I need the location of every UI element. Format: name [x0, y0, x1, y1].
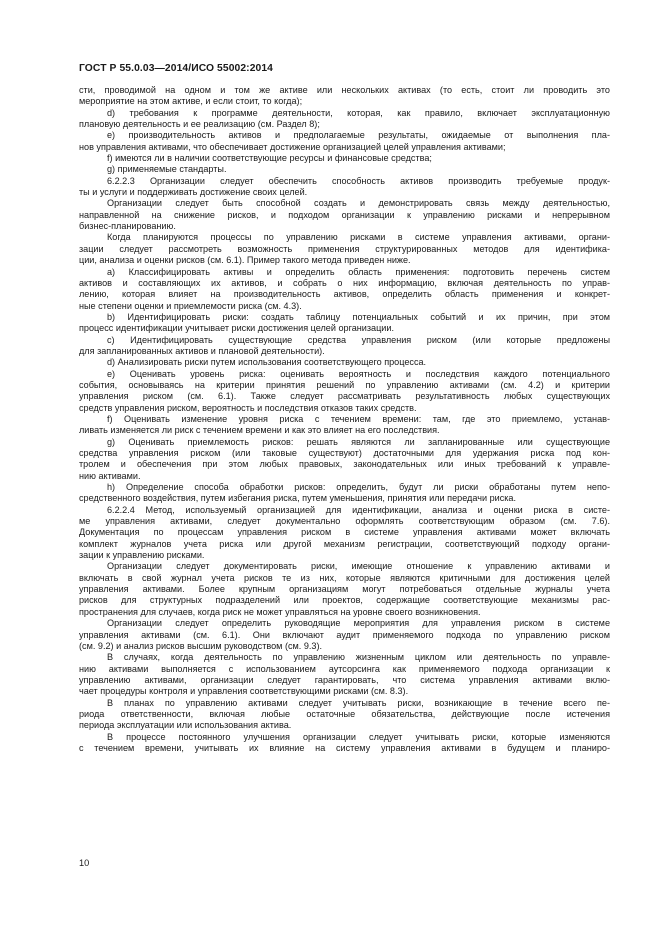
text-line: ты и услуги и поддерживать достижение своих целей. — [79, 187, 308, 198]
text-line: бизнес-планированию. — [79, 221, 176, 232]
text-line: e) производительность активов и предполагаемые результаты, ожидаемые от выполнения пла- — [107, 130, 610, 141]
text-line: 6.2.2.3 Организации следует обеспечить способность активов производить требуемые продук- — [107, 175, 610, 186]
text-line: В процессе постоянного улучшения организации следует учитывать риски, которые изменяются — [107, 731, 610, 742]
text-line: плановую деятельность и ее реализацию (см. Раздел 8); — [79, 119, 320, 130]
text-line: комплект журналов учета риска или другой механизм регистрации, соответствующий подходу органи- — [79, 538, 610, 549]
text-line: Организации следует определить руководящие мероприятия для управления риском в системе — [107, 618, 610, 629]
text-line: пространения для случаев, когда риск не может управляться на уровне своего возникновения. — [79, 606, 481, 617]
text-line: Документация по процессам управления риском в системе управления активами может включать — [79, 527, 610, 538]
text-line: ции, анализа и оценки рисков (см. 6.1). Пример такого метода приведен ниже. — [79, 255, 411, 266]
text-line: процесс идентификации учитывает риски достижения целей организации. — [79, 323, 394, 334]
text-line: g) Оценивать приемлемость рисков: решать являются ли запланированные или существующие — [107, 436, 610, 447]
text-line: нию активами. — [79, 470, 141, 481]
text-line: активов и составляющих их активов, и собрать о них информацию, включая деятельность по управ- — [79, 277, 610, 288]
text-line: управлению активами, организации следует гарантировать, что система управления активами вклю- — [79, 674, 610, 685]
text-line: рисков для структурных подразделений или проектов, содержащие соответствующие механизмы рас- — [79, 595, 610, 606]
text-line: Организации следует быть способной создать и демонстрировать связь между деятельностью, — [107, 198, 610, 209]
text-line: нию активами выполняется с использованием аутсорсинга как применяемого подхода организации к — [79, 663, 610, 674]
text-line: ливать изменяется ли риск с течением времени и как это влияет на его последствия. — [79, 425, 440, 436]
text-line: мероприятие на этом активе, и если стоит, то когда); — [79, 96, 303, 107]
text-line: c) Идентифицировать существующие средства управления риском (или которые предложены — [107, 334, 610, 345]
text-line: Организации следует документировать риски, имеющие отношение к управлению активами и — [107, 561, 610, 572]
page-number: 10 — [79, 858, 90, 868]
text-line: с течением времени, учитывать их влияние на систему управления активами в будущем и планиро- — [79, 742, 610, 753]
text-line: зации к управлению рисками. — [79, 550, 205, 561]
text-line: b) Идентифицировать риски: создать таблицу потенциальных событий и их причин, при этом — [107, 311, 610, 322]
text-line: f) Оценивать изменение уровня риска с течением времени: там, где это приемлемо, устанав- — [107, 413, 610, 424]
text-line: 6.2.2.4 Метод, используемый организацией для идентификации, анализа и оценки риска в систе- — [107, 504, 610, 515]
text-line: управления риском (см. 6.1). Также следует рассматривать результативность любых существующих — [79, 391, 610, 402]
text-line: включать в свой журнал учета рисков те из них, которые являются критичными для достижения целей — [79, 572, 610, 583]
text-line: ные степени оценки и приемлемости риска (см. 4.3). — [79, 300, 302, 311]
text-line: h) Определение способа обработки рисков: определить, будут ли риски обработаны путем непо- — [107, 482, 610, 493]
document-body — [79, 85, 610, 754]
text-line: управления активами. Более крупным организациям могут потребоваться отдельные журналы учета — [79, 584, 610, 595]
text-line: нов управления активами, что обеспечивает достижение организацией целей управления активами; — [79, 141, 506, 152]
text-line: для запланированных активов и плановой деятельности). — [79, 345, 325, 356]
text-line: ме управления активами, следует документально оформлять соответствующим образом (см. 7.6). — [79, 516, 610, 527]
text-line: средств управления риском, вероятность и последствия отказов таких средств. — [79, 402, 417, 413]
document-header: ГОСТ Р 55.0.03—2014/ИСО 55002:2014 — [79, 63, 274, 74]
text-line: a) Классифицировать активы и определить область применения: подготовить перечень систем — [107, 266, 610, 277]
text-line: В случаях, когда деятельность по управлению жизненным циклом или деятельность по управле- — [107, 652, 610, 663]
text-line: управления активами (см. 6.1). Они включают аудит применяемого подхода по управлению риском — [79, 629, 610, 640]
text-line: средственного воздействия, путем избегания риска, путем уменьшения, принятия или передачи риска. — [79, 493, 517, 504]
text-line: В планах по управлению активами следует учитывать риски, возникающие в течение всего пе- — [107, 697, 610, 708]
text-line: средства управления риском (или таковые существуют) достаточными для удержания риска под кон- — [79, 448, 610, 458]
text-line: f) имеются ли в наличии соответствующие ресурсы и финансовые средства; — [107, 153, 432, 164]
text-line: события, основываясь на критерии принятия решений по управлению активами (см. 4.2) и критерии — [79, 379, 610, 390]
text-line: лению, которая влияет на производительность активов, определить область применения и конкрет- — [79, 289, 610, 300]
text-line: тролем и обеспечения при этом любых правовых, законодательных или иных требований к управле- — [79, 459, 610, 470]
text-line: d) Анализировать риски путем использования соответствующего процесса. — [107, 357, 427, 368]
text-line: e) Оценивать уровень риска: оценивать вероятность и последствия каждого потенциального — [107, 368, 610, 379]
text-line: d) требования к программе деятельности, которая, как правило, включает эксплуатационную — [107, 107, 610, 118]
text-line: сти, проводимой на одном и том же активе или нескольких активах (то есть, стоит ли проводить это — [79, 85, 610, 95]
text-line: g) применяемые стандарты. — [107, 164, 227, 175]
text-line: направленной на снижение рисков, и подходом организации к управлению рисками и непрерывном — [79, 209, 610, 220]
text-line: периода эксплуатации или использования актива. — [79, 720, 292, 731]
text-line: риода ответственности, включая любые остаточные обязательства, действующие после истечения — [79, 708, 610, 719]
text-line: Когда планируются процессы по управлению рисками в системе управления активами, органи- — [107, 232, 610, 243]
text-line: зации следует рассмотреть возможность применения структурированных методов для идентифика- — [79, 243, 610, 254]
text-line: чает процедуры контроля и управления соответствующими рисками (см. 8.3). — [79, 686, 409, 697]
text-line: (см. 9.2) и анализ рисков высшим руководством (см. 9.3). — [79, 640, 323, 651]
